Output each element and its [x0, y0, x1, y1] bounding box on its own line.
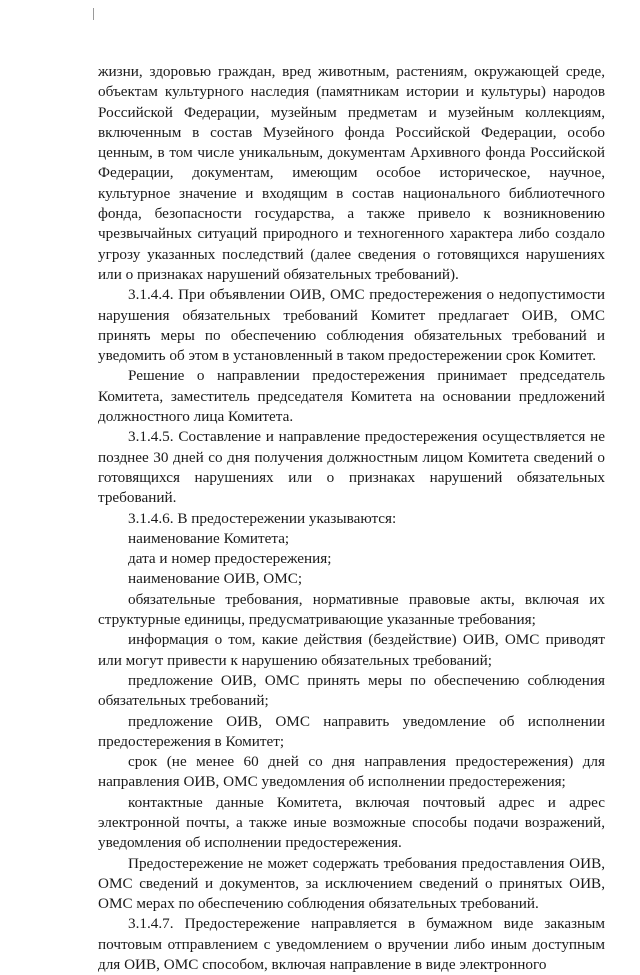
- document-page: [98, 62, 605, 975]
- paragraph-3-1-4-4: 3.1.4.4. При объявлении ОИВ, ОМС предостережения о недопустимости нарушения обязательных требований Комитет предлагает ОИВ, ОМС принять меры по обеспечению соблюдения обязательных требований и уведомить об этом в установленный в таком предостережении срок Комитет.: [98, 286, 605, 365]
- list-item: обязательные требования, нормативные правовые акты, включая их структурные единицы, предусматривающие указанные требования;: [98, 590, 605, 629]
- list-item: контактные данные Комитета, включая почтовый адрес и адрес электронной почты, а также иные возможные способы подачи возражений, уведомления об исполнении предостережения.: [98, 793, 605, 852]
- paragraph-3-1-4-6: 3.1.4.6. В предостережении указываются:: [128, 509, 397, 527]
- paragraph-3-1-4-7: 3.1.4.7. Предостережение направляется в бумажном виде заказным почтовым отправлением с уведомлением о вручении либо иным доступным для ОИВ, ОМС способом, включая направление в виде электронного: [98, 915, 605, 974]
- scan-artifact: [93, 8, 94, 20]
- paragraph-restriction: Предостережение не может содержать требования предоставления ОИВ, ОМС сведений и документов, за исключением сведений о принятых ОИВ, ОМС мерах по обеспечению соблюдения обязательных требований.: [98, 854, 605, 913]
- paragraph-continuation: жизни, здоровью граждан, вред животным, растениям, окружающей среде, объектам культурного наследия (памятникам истории и культуры) народов Российской Федерации, музейным предметам и музейным коллекциям, включенным в состав Музейного фонда Российской Федерации, особо ценным, в том числе уникальным, документам Архивного фонда Российской Федерации, документам, имеющим особое историческое, научное, культурное значение и входящим в состав национального библиотечного фонда, безопасности государства, а также привело к возникновению чрезвычайных ситуаций природного и техногенного характера либо создало угрозу указанных последствий (далее сведения о готовящихся нарушениях или о признаках нарушений обязательных требований).: [98, 63, 605, 283]
- paragraph-3-1-4-5: 3.1.4.5. Составление и направление предостережения осуществляется не позднее 30 дней со дня получения должностным лицом Комитета сведений о готовящихся нарушениях или о признаках нарушений обязательных требований.: [98, 428, 605, 507]
- list-item: информация о том, какие действия (бездействие) ОИВ, ОМС приводят или могут привести к нарушению обязательных требований;: [98, 631, 605, 669]
- list-item: предложение ОИВ, ОМС направить уведомление об исполнении предостережения в Комитет;: [98, 712, 605, 750]
- list-item: наименование Комитета;: [128, 529, 290, 547]
- list-item: предложение ОИВ, ОМС принять меры по обеспечению соблюдения обязательных требований;: [98, 671, 605, 710]
- paragraph-decision: Решение о направлении предостережения принимает председатель Комитета, заместитель председателя Комитета на основании предложений должностного лица Комитета.: [98, 367, 605, 426]
- list-item: наименование ОИВ, ОМС;: [128, 570, 303, 588]
- list-item: дата и номер предостережения;: [128, 550, 332, 568]
- list-item: срок (не менее 60 дней со дня направления предостережения) для направления ОИВ, ОМС уведомления об исполнении предостережения;: [98, 753, 605, 791]
